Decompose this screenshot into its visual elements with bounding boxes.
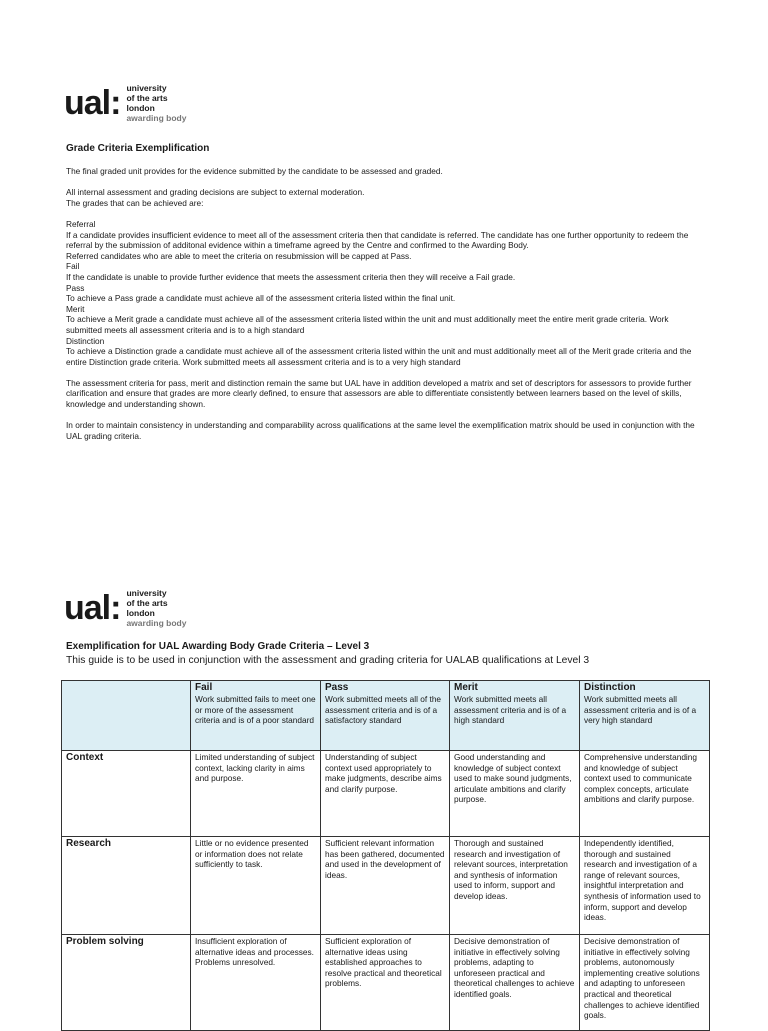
table-row xyxy=(62,935,710,1031)
header-cell: Pass Work submitted meets all of the assessment criteria and is of a satisfactory standard xyxy=(321,681,450,751)
table-cell: Limited understanding of subject context, lacking clarity in aims and purpose. xyxy=(191,751,321,837)
table-cell: Decisive demonstration of initiative in effectively solving problems, adapting to unforeseen practical and theoretical challenges to achieve identified goals. xyxy=(450,935,580,1031)
paragraph: To achieve a Distinction grade a candidate must achieve all of the assessment criteria listed within the unit and must additionally meet all of the Merit grade criteria and the entire Distinction grade criteria. Work submitted meets all assessment criteria and is to a very high standard xyxy=(66,346,692,367)
table-corner xyxy=(62,681,191,751)
paragraph: To achieve a Pass grade a candidate must achieve all of the assessment criteria listed within the final unit. xyxy=(66,293,456,304)
ual-logo xyxy=(64,83,186,123)
table-header-row xyxy=(62,681,710,751)
paragraph: To achieve a Merit grade a candidate must achieve all of the assessment criteria listed within the unit and must additionally meet the entire merit grade criteria. Work submitted meets all assessment criteria and is to a high standard xyxy=(66,314,669,335)
table-row xyxy=(62,837,710,935)
table-cell: Independently identified, thorough and sustained research and investigation of a range of relevant sources, insightful interpretation and synthesis of information used to inform, support and develop ideas. xyxy=(580,837,710,935)
table-cell: Sufficient exploration of alternative ideas using established approaches to resolve practical and theoretical problems. xyxy=(321,935,450,1031)
table-cell: Sufficient relevant information has been gathered, documented and used in the development of ideas. xyxy=(321,837,450,935)
row-label: Context xyxy=(62,751,191,837)
paragraph: If a candidate provides insufficient evidence to meet all of the assessment criteria then that candidate is referred. The candidate has one further opportunity to redeem the referral by the submission of additonal evidence within a timeframe agreed by the Centre and confirmed to the Awarding Body. xyxy=(66,229,689,251)
table-cell: Good understanding and knowledge of subject context used to make sound judgments, articulate ambitions and clarify purpose. xyxy=(450,751,580,837)
page-title: Grade Criteria Exemplification xyxy=(66,143,210,154)
section-subtitle: This guide is to be used in conjunction with the assessment and grading criteria for UALAB qualifications at Level 3 xyxy=(66,655,590,666)
grade-criteria-table xyxy=(61,680,710,1031)
header-cell: Fail Work submitted fails to meet one or more of the assessment criteria and is of a poor standard xyxy=(191,681,321,751)
section-title: Exemplification for UAL Awarding Body Grade Criteria – Level 3 xyxy=(66,641,370,652)
paragraph: The final graded unit provides for the evidence submitted by the candidate to be assessed and graded. xyxy=(66,166,443,176)
grade-heading-pass: Pass xyxy=(66,282,85,293)
row-label: Research xyxy=(62,837,191,935)
table-cell: Understanding of subject context used appropriately to make judgments, describe aims and clarify purpose. xyxy=(321,751,450,837)
paragraph: The grades that can be achieved are: xyxy=(66,197,204,208)
logo-text: university of the arts london awarding body xyxy=(126,588,187,628)
paragraph: In order to maintain consistency in understanding and comparability across qualifications at the same level the exemplification matrix should be used in conjunction with the UAL grading criteria. xyxy=(66,420,695,441)
header-cell: Merit Work submitted meets all assessment criteria and is of a high standard xyxy=(450,681,580,751)
grade-heading-merit: Merit xyxy=(66,303,85,314)
table-cell: Thorough and sustained research and investigation of relevant sources, interpretation and synthesis of information used to inform, support and develop ideas. xyxy=(450,837,580,935)
paragraph: All internal assessment and grading decisions are subject to external moderation. xyxy=(66,187,365,198)
header-cell: Distinction Work submitted meets all assessment criteria and is of a very high standard xyxy=(580,681,710,751)
table-cell: Insufficient exploration of alternative ideas and processes. Problems unresolved. xyxy=(191,935,321,1031)
intro-body xyxy=(66,166,706,441)
grade-heading-distinction: Distinction xyxy=(66,335,105,346)
paragraph: If the candidate is unable to provide further evidence that meets the assessment criteria then they will receive a Fail grade. xyxy=(66,271,516,282)
table-row xyxy=(62,751,710,837)
logo-mark: ual: xyxy=(64,84,121,122)
grade-heading-referral: Referral xyxy=(66,218,96,229)
logo-mark: ual: xyxy=(64,589,121,627)
paragraph: Referred candidates who are able to meet the criteria on resubmission will be capped at Pass. xyxy=(66,250,412,261)
paragraph: The assessment criteria for pass, merit and distinction remain the same but UAL have in addition developed a matrix and set of descriptors for assessors to provide further clarification and ensure that grades are more clearly defined, to ensure that assessors are able to differentiate consistently between learners based on the level of skills, knowledge and understanding shown. xyxy=(66,377,692,410)
table-cell: Comprehensive understanding and knowledge of subject context used to communicate complex concepts, articulate ambitions and clarify purpose. xyxy=(580,751,710,837)
grade-heading-fail: Fail xyxy=(66,261,80,272)
table-cell: Decisive demonstration of initiative in effectively solving problems, autonomously implementing creative solutions and adapting to unforeseen practical and theoretical challenges to achieve identified goals. xyxy=(580,935,710,1031)
ual-logo xyxy=(64,588,186,628)
logo-text: university of the arts london awarding body xyxy=(126,83,187,123)
row-label: Problem solving xyxy=(62,935,191,1031)
table-cell: Little or no evidence presented or information does not relate sufficiently to task. xyxy=(191,837,321,935)
